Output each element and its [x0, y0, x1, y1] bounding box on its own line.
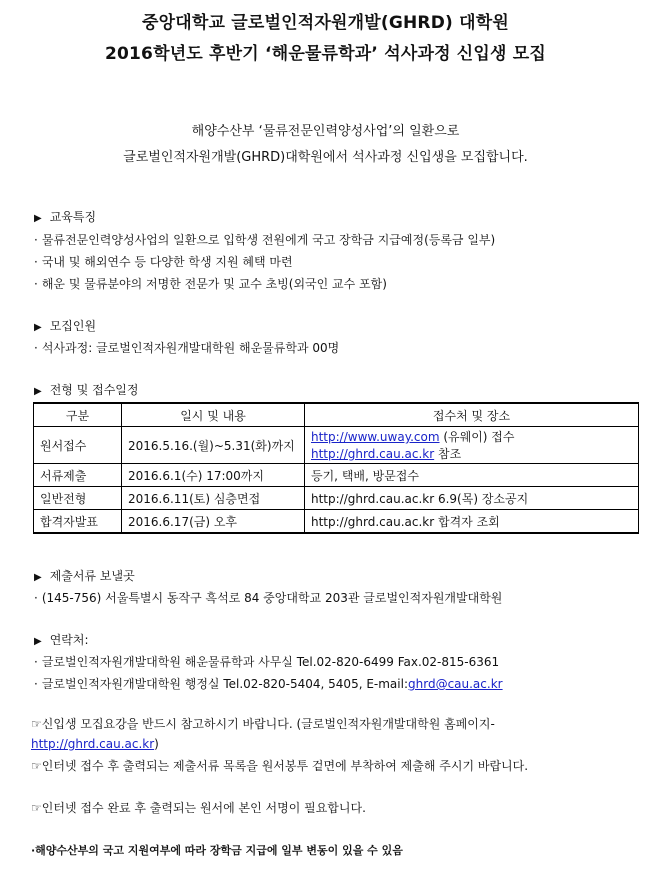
section-schedule-heading: ▶ 전형 및 접수일정 — [34, 383, 139, 397]
dot-icon: · — [34, 277, 38, 291]
dot-icon: · — [34, 677, 38, 691]
cell-place: 등기, 택배, 방문접수 — [305, 464, 639, 487]
note-1: ☞신입생 모집요강을 반드시 참고하시기 바랍니다. (글로벌인적자원개발대학원 홈페이지- http://ghrd.cau.ac.kr) — [31, 717, 495, 751]
column-header: 접수처 및 장소 — [305, 403, 639, 427]
triangle-bullet-icon: ▶ — [34, 213, 42, 224]
cell-date: 2016.6.17(금) 오후 — [122, 510, 305, 534]
page-title-line1: 중앙대학교 글로벌인적자원개발(GHRD) 대학원 — [142, 13, 509, 33]
cell-place: http://ghrd.cau.ac.kr 6.9(목) 장소공지 — [305, 487, 639, 510]
pointing-hand-icon: ☞ — [31, 759, 42, 773]
recruit-item: · 석사과정: 글로벌인적자원개발대학원 해운물류학과 00명 — [34, 341, 340, 355]
dot-icon: · — [34, 341, 38, 355]
contact-item: · 글로벌인적자원개발대학원 해운물류학과 사무실 Tel.02-820-6499 Fax.02-815-6361 — [34, 655, 500, 669]
note-2: ☞인터넷 접수 후 출력되는 제출서류 목록을 원서봉투 겉면에 부착하여 제출해 주시기 바랍니다. — [31, 759, 529, 773]
dot-icon: · — [34, 233, 38, 247]
cell-place: http://www.uway.com (유웨이) 접수 http://ghrd.cau.ac.kr 참조 — [305, 427, 639, 464]
triangle-bullet-icon: ▶ — [34, 322, 42, 333]
cell-place: http://ghrd.cau.ac.kr 합격자 조회 — [305, 510, 639, 534]
intro-line2: 글로벌인적자원개발(GHRD)대학원에서 석사과정 신입생을 모집합니다. — [123, 150, 528, 165]
documents-item: · (145-756) 서울특별시 동작구 흑석로 84 중앙대학교 203관 글로벌인적자원개발대학원 — [34, 591, 503, 605]
triangle-bullet-icon: ▶ — [34, 636, 42, 647]
table-row — [34, 464, 639, 487]
table-row — [34, 487, 639, 510]
note-3: ☞인터넷 접수 완료 후 출력되는 원서에 본인 서명이 필요합니다. — [31, 801, 366, 815]
education-item: · 국내 및 해외연수 등 다양한 학생 지원 혜택 마련 — [34, 255, 293, 269]
intro-line1: 해양수산부 ‘물류전문인력양성사업’의 일환으로 — [191, 124, 460, 139]
email-link[interactable]: ghrd@cau.ac.kr — [408, 677, 503, 691]
table-header-row — [34, 403, 639, 427]
cell-category: 서류제출 — [34, 464, 122, 487]
education-item: · 물류전문인력양성사업의 일환으로 입학생 전원에게 국고 장학금 지급예정(등록금 일부) — [34, 233, 496, 247]
section-recruit-heading: ▶ 모집인원 — [34, 319, 97, 333]
table-row — [34, 510, 639, 534]
section-contact-heading: ▶ 연락처: — [34, 633, 89, 647]
dot-icon: · — [34, 255, 38, 269]
cell-category: 일반전형 — [34, 487, 122, 510]
schedule-table — [33, 402, 639, 534]
ghrd-link[interactable]: http://ghrd.cau.ac.kr — [311, 447, 435, 461]
section-documents-heading: ▶ 제출서류 보낼곳 — [34, 569, 135, 583]
uway-link[interactable]: http://www.uway.com — [311, 430, 440, 444]
triangle-bullet-icon: ▶ — [34, 572, 42, 583]
pointing-hand-icon: ☞ — [31, 801, 42, 815]
cell-date: 2016.5.16.(월)~5.31(화)까지 — [122, 427, 305, 464]
pointing-hand-icon: ☞ — [31, 717, 42, 731]
homepage-link[interactable]: http://ghrd.cau.ac.kr — [31, 737, 155, 751]
contact-item: · 글로벌인적자원개발대학원 행정실 Tel.02-820-5404, 5405, E-mail:ghrd@cau.ac.kr — [34, 677, 503, 691]
page-title-line2: 2016학년도 후반기 ‘해운물류학과’ 석사과정 신입생 모집 — [104, 44, 547, 64]
dot-icon: · — [34, 655, 38, 669]
dot-icon: · — [34, 591, 38, 605]
column-header: 일시 및 내용 — [122, 403, 305, 427]
triangle-bullet-icon: ▶ — [34, 386, 42, 397]
cell-category: 합격자발표 — [34, 510, 122, 534]
cell-category: 원서접수 — [34, 427, 122, 464]
table-row — [34, 427, 639, 464]
footer-note: ·해양수산부의 국고 지원여부에 따라 장학금 지급에 일부 변동이 있을 수 있음 — [31, 844, 403, 857]
cell-date: 2016.6.11(토) 심층면접 — [122, 487, 305, 510]
education-item: · 해운 및 물류분야의 저명한 전문가 및 교수 초빙(외국인 교수 포함) — [34, 277, 387, 291]
column-header: 구분 — [34, 403, 122, 427]
cell-date: 2016.6.1(수) 17:00까지 — [122, 464, 305, 487]
section-education-heading: ▶ 교육특징 — [34, 210, 97, 224]
